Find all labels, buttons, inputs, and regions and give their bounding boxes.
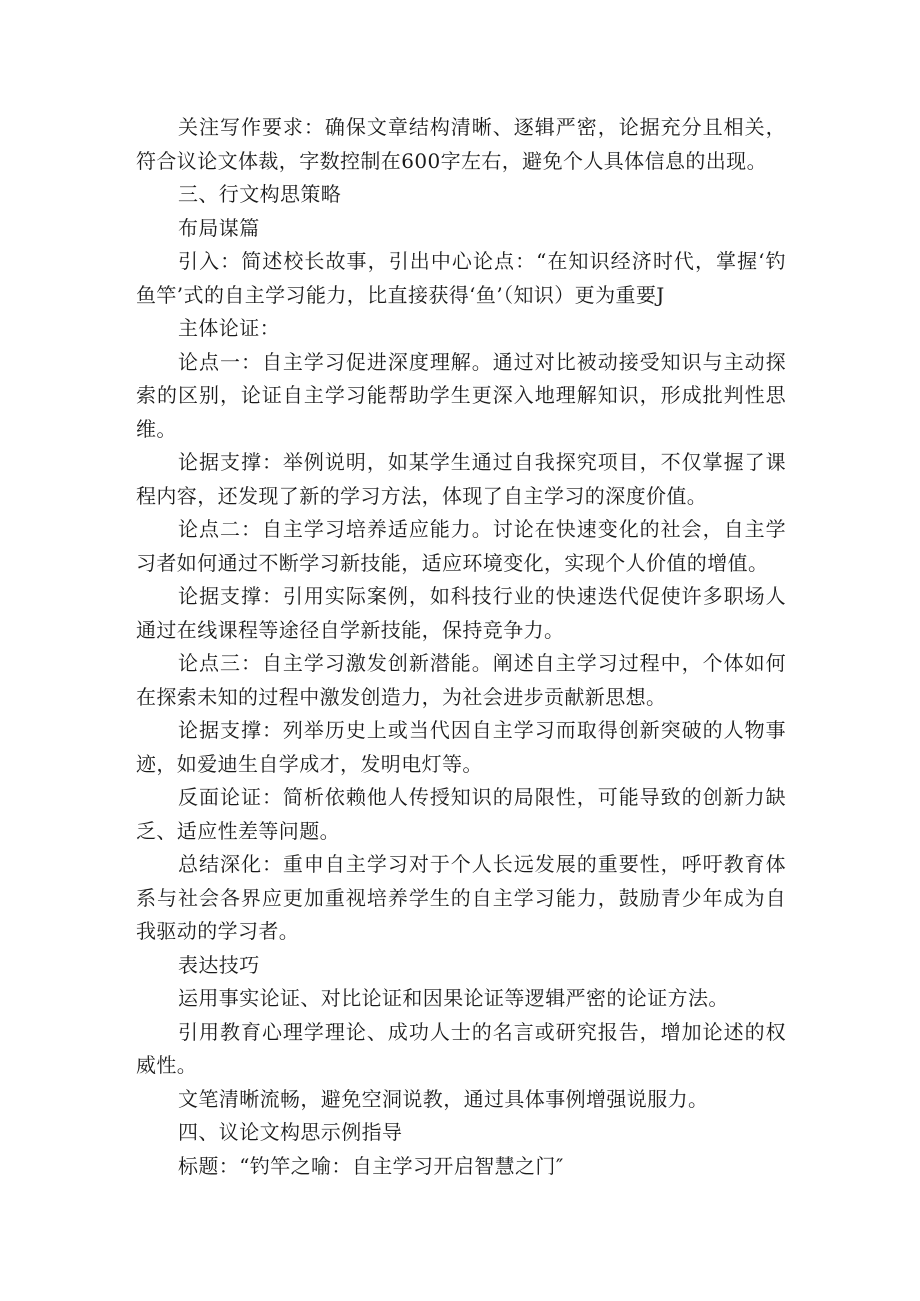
paragraph-point-3: 论点三：自主学习激发创新潜能。阐述自主学习过程中，个体如何在探索未知的过程中激发创造力，为社会进步贡献新思想。 [136,651,786,709]
paragraph-counter-argument: 反面论证：简析依赖他人传授知识的局限性，可能导致的创新力缺乏、适应性差等问题。 [136,785,786,843]
document-body [136,111,786,1183]
paragraph-skill-3: 文笔清晰流畅，避免空洞说教，通过具体事例增强说服力。 [178,1086,709,1111]
paragraph-evidence-1: 论据支撑：举例说明，如某学生通过自我探究项目，不仅掌握了课程内容，还发现了新的学习方法，体现了自主学习的深度价值。 [136,450,786,508]
paragraph-evidence-2: 论据支撑：引用实际案例，如科技行业的快速迭代促使许多职场人通过在线课程等途径自学新技能，保持竞争力。 [136,584,786,642]
paragraph-writing-requirements: 关注写作要求：确保文章结构清晰、逐辑严密，论据充分且相关，符合议论文体裁，字数控制在600字左右，避免个人具体信息的出现。 [136,115,786,173]
paragraph-introduction: 引入：简述校长故事，引出中心论点：“在知识经济时代，掌握‘钓鱼竿’式的自主学习能力，比直接获得‘鱼’（知识）更为重要J [136,249,786,307]
subheading-layout: 布局谋篇 [178,215,260,240]
paragraph-point-1: 论点一：自主学习促进深度理解。通过对比被动接受知识与主动探索的区别，论证自主学习能帮助学生更深入地理解知识，形成批判性思维。 [136,349,786,441]
paragraph-skill-2: 引用教育心理学理论、成功人士的名言或研究报告，增加论述的权威性。 [136,1019,786,1077]
section-heading-4: 四、议论文构思示例指导 [178,1120,403,1144]
paragraph-point-2: 论点二：自主学习培养适应能力。讨论在快速变化的社会，自主学习者如何通过不断学习新技能，适应环境变化，实现个人价值的增值。 [136,517,786,575]
subheading-main-argument: 主体论证： [178,316,280,340]
paragraph-skill-1: 运用事实论证、对比论证和因果论证等逻辑严密的论证方法。 [178,986,729,1010]
paragraph-evidence-3: 论据支撑：列举历史上或当代因自主学习而取得创新突破的人物事迹，如爱迪生自学成才，发明电灯等。 [136,718,786,776]
paragraph-conclusion: 总结深化：重申自主学习对于个人长远发展的重要性，呼吁教育体系与社会各界应更加重视培养学生的自主学习能力，鼓励青少年成为自我驱动的学习者。 [136,852,786,943]
section-heading-3: 三、行文构思策略 [178,182,342,206]
paragraph-example-title: 标题：“钓竿之喻：自主学习开启智慧之门″ [178,1153,564,1178]
subheading-expression-skills: 表达技巧 [178,952,260,977]
